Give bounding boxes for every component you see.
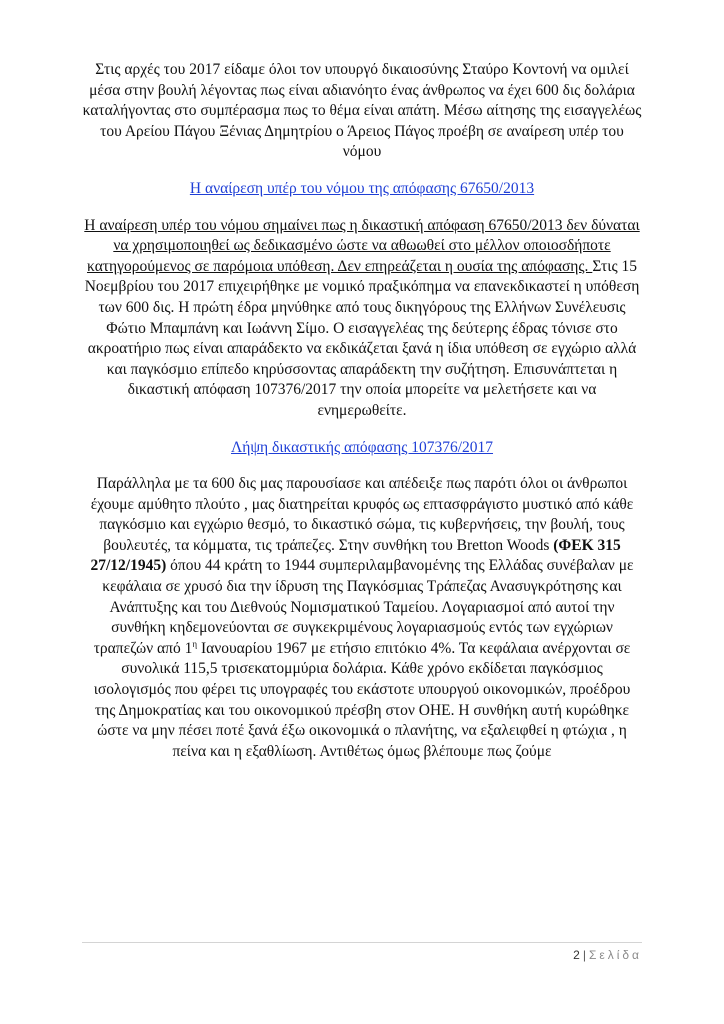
- ruling-67650-link[interactable]: Η αναίρεση υπέρ του νόμου της απόφασης 67650/2013: [189, 179, 535, 197]
- ordinal-superscript: η: [192, 638, 198, 649]
- annulment-rest-text: Στις 15 Νοεμβρίου του 2017 επιχειρήθηκε με νομικό πραξικόπημα να επανεκδικαστεί η υπόθεση των 600 δις. Η πρώτη έδρα μηνύθηκε από τους δικηγόρους της Ελλήνων Συνέλευσις Φώτιο Μπαμπάνη και Ιωάννη Σίμο. Ο εισαγγελέας της δεύτερης έδρας τόνισε στο ακροατήριο πως είναι απαράδεκτο να εκδικάζεται ξανά η ίδια υπόθεση σε εγχώριο αλλά και παγκόσμιο επίπεδο κηρύσσοντας απαράδεκτη την συζήτηση. Επισυνάπτεται η δικαστική απόφαση 107376/2017 την οποία μπορείτε να μελετήσετε και να ενημερωθείτε.: [84, 257, 640, 419]
- bretton-woods-text-b: όπου 44 κράτη το 1944 συμπεριλαμβανομένης της Ελλάδας συνέβαλαν με κεφάλαια σε χρυσό δια την ίδρυση της Παγκόσμιας Τράπεζας Ανασυγκρότησης και Ανάπτυξης και του Διεθνούς Νομισματικού Ταμείου. Λογαριασμοί από αυτοί την συνθήκη κηδεμονεύονται σε συγκεκριμένους λογαριασμούς εντός των εγχώριων τραπεζών από 1: [93, 557, 634, 657]
- download-ruling-107376-link[interactable]: Λήψη δικαστικής απόφασης 107376/2017: [230, 438, 494, 456]
- page-number: 2: [573, 948, 580, 962]
- bretton-woods-text-c: Ιανουαρίου 1967 με ετήσιο επιτόκιο 4%. Τα κεφάλαια ανέρχονται σε συνολικά 115,5 τρισεκατομμύρια δολάρια. Κάθε χρόνο εκδίδεται παγκόσμιος ισολογισμός που φέρει τις υπογραφές του εκάστοτε υπουργού οικονομικών, προέδρου της Δημοκρατίας και του οικονομικού πρέσβη στον ΟΗΕ. Η συνθήκη αυτή κυρώθηκε ώστε να μην πέσει ποτέ ξανά έξω οικονομικά ο πλανήτης, να εξαλειφθεί η φτώχια , η πείνα και η εξαθλίωση. Αντιθέτως όμως βλέπουμε πως ζούμε: [93, 639, 631, 760]
- page-word: Σελίδα: [588, 948, 642, 962]
- footer-divider: [82, 942, 642, 943]
- paragraph-intro: Στις αρχές του 2017 είδαμε όλοι τον υπουργό δικαιοσύνης Σταύρο Κοντονή να ομιλεί μέσα στην βουλή λέγοντας πως είναι αδιανόητο ένας άνθρωπος να έχει 600 δις δολάρια καταλήγοντας στο συμπέρασμα πως το θέμα είναι απάτη. Μέσω αίτησης της εισαγγελέως του Αρείου Πάγου Ξένιας Δημητρίου ο Άρειος Πάγος προέβη σε αναίρεση υπέρ του νόμου: [82, 61, 642, 161]
- footer-separator: |: [582, 948, 586, 962]
- paragraph-bretton-woods: [82, 474, 642, 762]
- document-body: [82, 60, 642, 762]
- bretton-woods-text-a: Παράλληλα με τα 600 δις μας παρουσίασε και απέδειξε πως παρότι όλοι οι άνθρωποι έχουμε αμύθητο πλούτο , μας διατηρείται κρυφός ως επτασφράγιστο μυστικό από κάθε παγκόσμιο και εγχώριο θεσμό, το δικαστικό σώμα, τις κυβερνήσεις, την βουλή, τους βουλευτές, τα κόμματα, τις τράπεζες. Στην συνθήκη του Bretton Woods: [90, 475, 634, 554]
- page-footer: [573, 948, 642, 962]
- paragraph-annulment: [82, 216, 642, 422]
- link-line-ruling-67650: [82, 179, 642, 200]
- annulment-underlined-text: Η αναίρεση υπέρ του νόμου σημαίνει πως η δικαστική απόφαση 67650/2013 δεν δύναται να χρησιμοποιηθεί ως δεδικασμένο ώστε να αθωωθεί στο μέλλον οποιοσδήποτε κατηγορούμενος σε παρόμοια υπόθεση. Δεν επηρεάζεται η ουσία της απόφασης.: [84, 216, 640, 275]
- fek-reference: (ΦΕΚ 315 27/12/1945): [90, 536, 621, 575]
- link-line-ruling-107376: [82, 438, 642, 459]
